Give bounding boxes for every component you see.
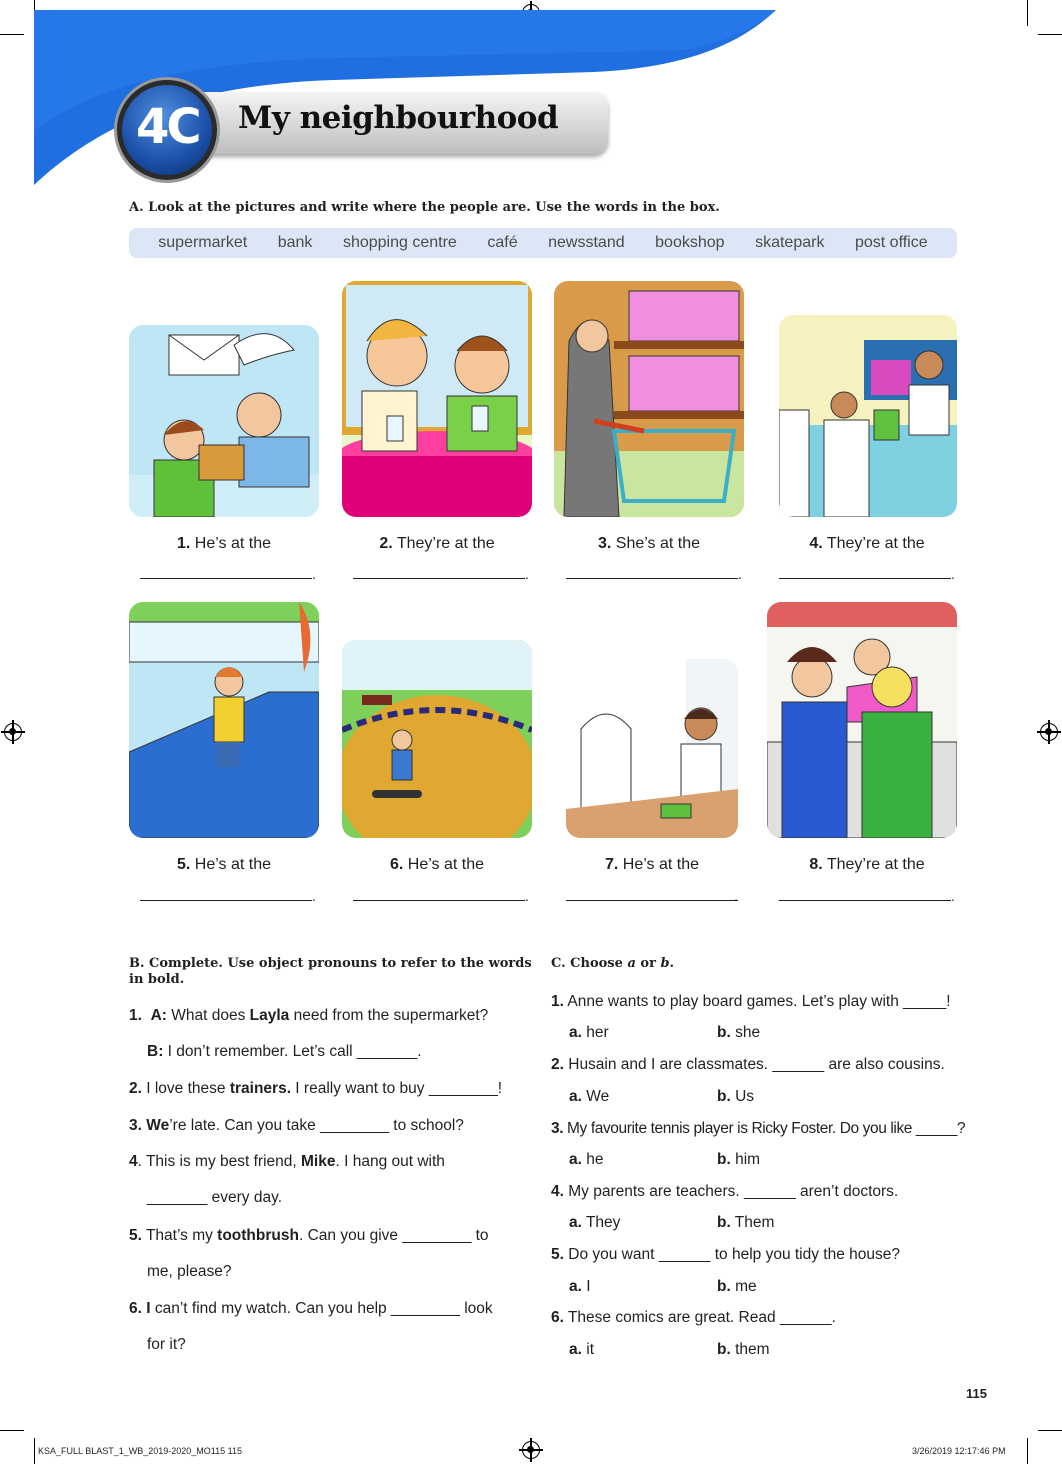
crop-mark [1027,0,1028,26]
blank-period: . [312,566,316,582]
answer-blank-7[interactable] [566,900,738,901]
crop-mark [1038,1430,1062,1431]
word-box-item: café [487,234,518,251]
c-question-6: 6. These comics are great. Read ______. [551,1309,836,1326]
answer-blank-5[interactable] [140,900,312,901]
picture-shopping-centre [129,602,319,838]
crop-mark [1038,34,1062,35]
b-question-1-reply: B: I don’t remember. Let’s call _______. [147,1043,422,1060]
crop-mark [0,34,24,35]
word-box-item: newsstand [548,234,625,251]
c-option-6b[interactable]: b. them [717,1341,770,1358]
registration-mark-icon [522,1441,540,1459]
unit-badge: 4C [117,80,217,180]
c-option-1a[interactable]: a. her [569,1024,609,1041]
b-question-4-line-2: _______ every day. [147,1189,283,1206]
item-5-caption: 5. He’s at the [177,856,271,873]
item-7-caption: 7. He’s at the [605,856,699,873]
word-box-item: bookshop [655,234,725,251]
picture-supermarket [554,281,744,517]
picture-skatepark [342,640,532,838]
picture-post-office [129,325,319,517]
answer-blank-4[interactable] [779,578,951,579]
blank-period: . [951,566,955,582]
c-option-4b[interactable]: b. Them [717,1214,775,1231]
b-question-5-line-2: me, please? [147,1263,232,1280]
picture-newsstand [767,602,957,838]
c-question-1: 1. Anne wants to play board games. Let’s play with _____! [551,993,951,1010]
registration-mark-icon [4,723,22,741]
c-option-4a[interactable]: a. They [569,1214,621,1231]
crop-mark [1027,1438,1028,1464]
section-a-instruction: A. Look at the pictures and write where the people are. Use the words in the box. [129,200,720,215]
c-question-2: 2. Husain and I are classmates. ______ are also cousins. [551,1056,945,1073]
answer-blank-1[interactable] [140,578,312,579]
answer-blank-6[interactable] [353,900,525,901]
c-question-5: 5. Do you want ______ to help you tidy the house? [551,1246,901,1263]
picture-cafe [342,281,532,517]
footer-timestamp: 3/26/2019 12:17:46 PM [912,1446,1006,1456]
word-box-item: shopping centre [342,234,457,251]
page-number: 115 [966,1386,987,1401]
item-8-caption: 8. They’re at the [809,856,925,873]
blank-period: . [734,888,738,904]
page-title: My neighbourhood [238,100,559,136]
word-box [129,228,957,258]
footer-file-info: KSA_FULL BLAST_1_WB_2019-2020_MO115 115 [38,1446,242,1456]
word-box-item: supermarket [158,234,248,251]
section-c-instruction: C. Choose a or b. [551,956,675,971]
word-box-item: bank [277,234,313,251]
registration-mark-icon [1040,723,1058,741]
crop-mark [0,1430,24,1431]
c-option-2a[interactable]: a. We [569,1088,610,1105]
b-question-1: 1. A: What does Layla need from the supermarket? [129,1007,489,1024]
blank-period: . [525,566,529,582]
c-option-3a[interactable]: a. he [569,1151,604,1168]
blank-period: . [525,888,529,904]
crop-mark [34,1438,35,1464]
section-b-instruction: B. Complete. Use object pronouns to refer to the words in bold. [129,956,532,987]
c-question-4: 4. My parents are teachers. ______ aren’t doctors. [551,1183,899,1200]
b-question-5: 5. That’s my toothbrush. Can you give ________ to [129,1227,489,1244]
word-box-item: skatepark [755,234,825,251]
b-question-4: 4. This is my best friend, Mike. I hang out with [129,1153,445,1170]
c-option-2b[interactable]: b. Us [717,1088,755,1105]
b-question-6-line-2: for it? [147,1336,186,1353]
c-option-5a[interactable]: a. I [569,1278,591,1295]
blank-period: . [951,888,955,904]
c-option-6a[interactable]: a. it [569,1341,594,1358]
c-option-3b[interactable]: b. him [717,1151,761,1168]
b-question-6: 6. I can’t find my watch. Can you help ________ look [129,1300,493,1317]
item-4-caption: 4. They’re at the [809,535,925,552]
answer-blank-2[interactable] [353,578,525,579]
item-1-caption: 1. He’s at the [177,535,271,552]
item-6-caption: 6. He’s at the [390,856,484,873]
blank-period: . [738,566,742,582]
b-question-3: 3. We’re late. Can you take ________ to school? [129,1117,464,1134]
answer-blank-8[interactable] [779,900,951,901]
word-box-item: post office [854,234,928,251]
picture-bookshop [779,315,957,517]
item-2-caption: 2. They’re at the [379,535,495,552]
item-3-caption: 3. She’s at the [598,535,700,552]
c-option-5b[interactable]: b. me [717,1278,757,1295]
blank-period: . [312,888,316,904]
c-question-3: 3. My favourite tennis player is Ricky Foster. Do you like _____? [551,1120,966,1137]
answer-blank-3[interactable] [566,578,738,579]
b-question-2: 2. I love these trainers. I really want to buy ________! [129,1080,503,1097]
picture-bank [566,659,738,838]
c-option-1b[interactable]: b. she [717,1024,761,1041]
